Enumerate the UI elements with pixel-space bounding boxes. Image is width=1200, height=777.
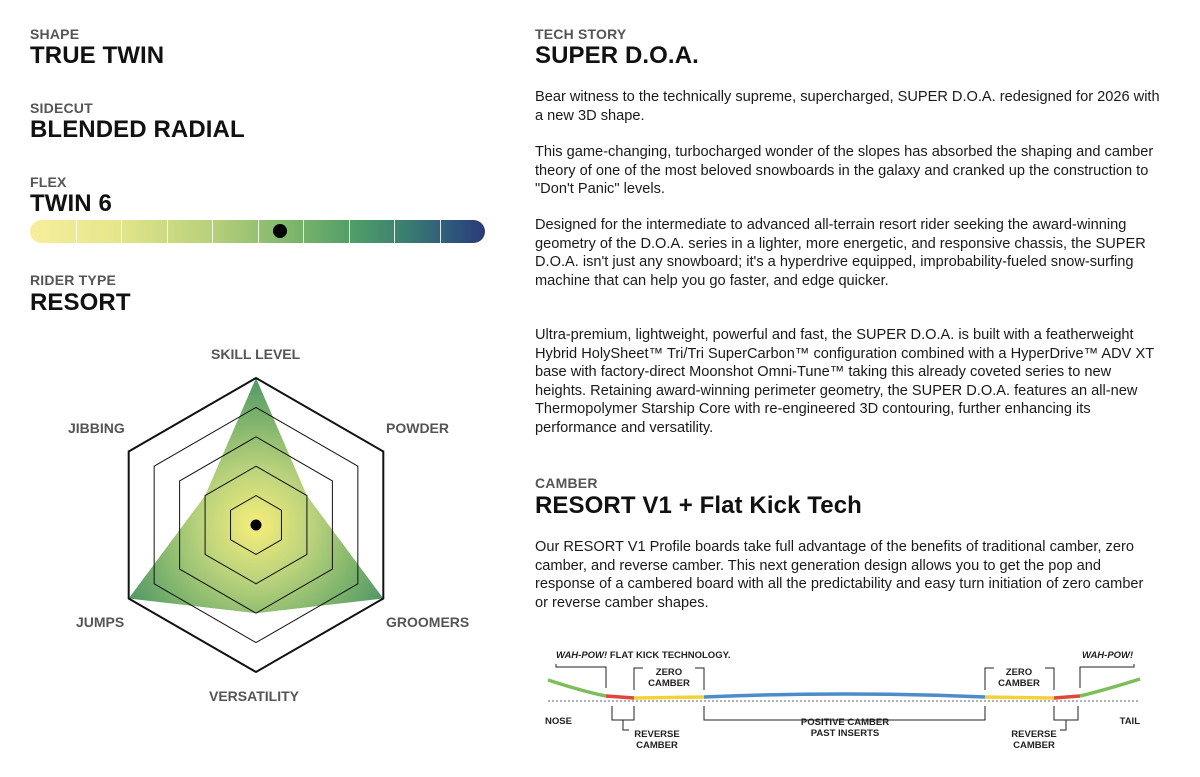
zero-camber-right-line1: ZERO	[1005, 667, 1033, 678]
flex-scale-tick	[349, 220, 350, 243]
camber-title: RESORT V1 + Flat Kick Tech	[535, 492, 862, 519]
flex-selected-marker	[273, 224, 287, 238]
radar-axis-groomers: GROOMERS	[386, 614, 470, 630]
reverse-camber-right-line2: CAMBER	[1013, 740, 1055, 751]
rider-type-label: RIDER TYPE	[30, 272, 117, 288]
radar-axis-jumps: JUMPS	[76, 614, 125, 630]
tail-text: TAIL	[1119, 716, 1140, 727]
tail-reverse-camber-segment	[1054, 696, 1080, 698]
flex-scale-tick	[212, 220, 213, 243]
nose-text: NOSE	[545, 716, 572, 727]
nose-zero-camber-segment	[634, 697, 704, 698]
rider-type-value: RESORT	[30, 289, 131, 316]
tech-paragraph-1: Bear witness to the technically supreme, supercharged, SUPER D.O.A. redesigned for 2026 with a new 3D shape.	[535, 89, 1160, 124]
flex-label: FLEX	[30, 174, 67, 190]
flex-scale-tick	[394, 220, 395, 243]
wah-pow-left-text: WAH-POW! FLAT KICK TECHNOLOGY.	[556, 650, 731, 661]
tech-story-title: SUPER D.O.A.	[535, 42, 699, 69]
tail-tip-segment	[1080, 679, 1140, 696]
flex-value: TWIN 6	[30, 190, 112, 217]
tech-paragraph-4: Ultra-premium, lightweight, powerful and fast, the SUPER D.O.A. is built with a featherweight Hybrid HolySheet™ Tri/Tri SuperCarbon™ configuration combined with a HyperDrive™ ADV XT base with factory-direct Moonshot Omni-Tune™ taking this already coveted series to new heights. Retaining award-winning perimeter geometry, the SUPER D.O.A. features an all-new Thermopolymer Starship Core with re-engineered 3D contouring, further enhancing its performance and versatility.	[535, 327, 1154, 436]
positive-camber-line1: POSITIVE CAMBER	[800, 717, 890, 728]
wah-pow-right-text: WAH-POW!	[1082, 650, 1134, 661]
tail-zero-camber-segment	[985, 697, 1054, 698]
camber-paragraph: Our RESORT V1 Profile boards take full advantage of the benefits of traditional camber, zero camber, and reverse camber. This next generation design allows you to get the pop and response of a cambered board with all the predictability and easy turn initiation of zero camber or reverse camber shapes.	[535, 539, 1144, 611]
reverse-camber-left-line1: REVERSE	[634, 729, 680, 740]
nose-tip-segment	[548, 680, 606, 696]
flex-scale-bar	[30, 220, 485, 243]
positive-camber-segment	[704, 694, 985, 697]
reverse-camber-left-line2: CAMBER	[636, 740, 678, 751]
rider-radar-chart	[0, 330, 520, 777]
shape-value: TRUE TWIN	[30, 42, 165, 69]
tech-story-label: TECH STORY	[535, 26, 627, 42]
sidecut-value: BLENDED RADIAL	[30, 116, 245, 143]
positive-camber-line2: PAST INSERTS	[810, 728, 880, 739]
flex-scale-tick	[303, 220, 304, 243]
flex-scale-tick	[76, 220, 77, 243]
reverse-camber-right-line1: REVERSE	[1011, 729, 1057, 740]
tech-paragraph-2: This game-changing, turbocharged wonder of the slopes has absorbed the shaping and camber theory of one of the most beloved snowboards in the galaxy and cranked up the construction to "Don't Panic" levels.	[535, 144, 1154, 197]
radar-axis-skill-level: SKILL LEVEL	[211, 346, 301, 362]
sidecut-label: SIDECUT	[30, 100, 93, 116]
zero-camber-left-line1: ZERO	[655, 667, 683, 678]
nose-reverse-camber-segment	[606, 696, 634, 698]
flex-scale-tick	[167, 220, 168, 243]
flex-scale-tick	[121, 220, 122, 243]
camber-profile-diagram	[540, 640, 1150, 760]
shape-label: SHAPE	[30, 26, 80, 42]
radar-axis-powder: POWDER	[386, 420, 449, 436]
flex-scale-tick	[440, 220, 441, 243]
radar-center-dot	[251, 520, 262, 531]
zero-camber-left-line2: CAMBER	[648, 678, 690, 689]
zero-camber-right-line2: CAMBER	[998, 678, 1040, 689]
radar-axis-jibbing: JIBBING	[68, 420, 125, 436]
flex-scale-tick	[258, 220, 259, 243]
tech-paragraph-3: Designed for the intermediate to advanced all-terrain resort rider seeking the award-winning geometry of the D.O.A. series in a lighter, more energetic, and responsive chassis, the SUPER D.O.A. isn't just any snowboard; it's a hyperdrive equipped, improbability-fueled snow-surfing machine that can help you go faster, and edge quicker.	[535, 217, 1146, 289]
radar-axis-versatility: VERSATILITY	[209, 688, 299, 704]
camber-label: CAMBER	[535, 475, 598, 491]
